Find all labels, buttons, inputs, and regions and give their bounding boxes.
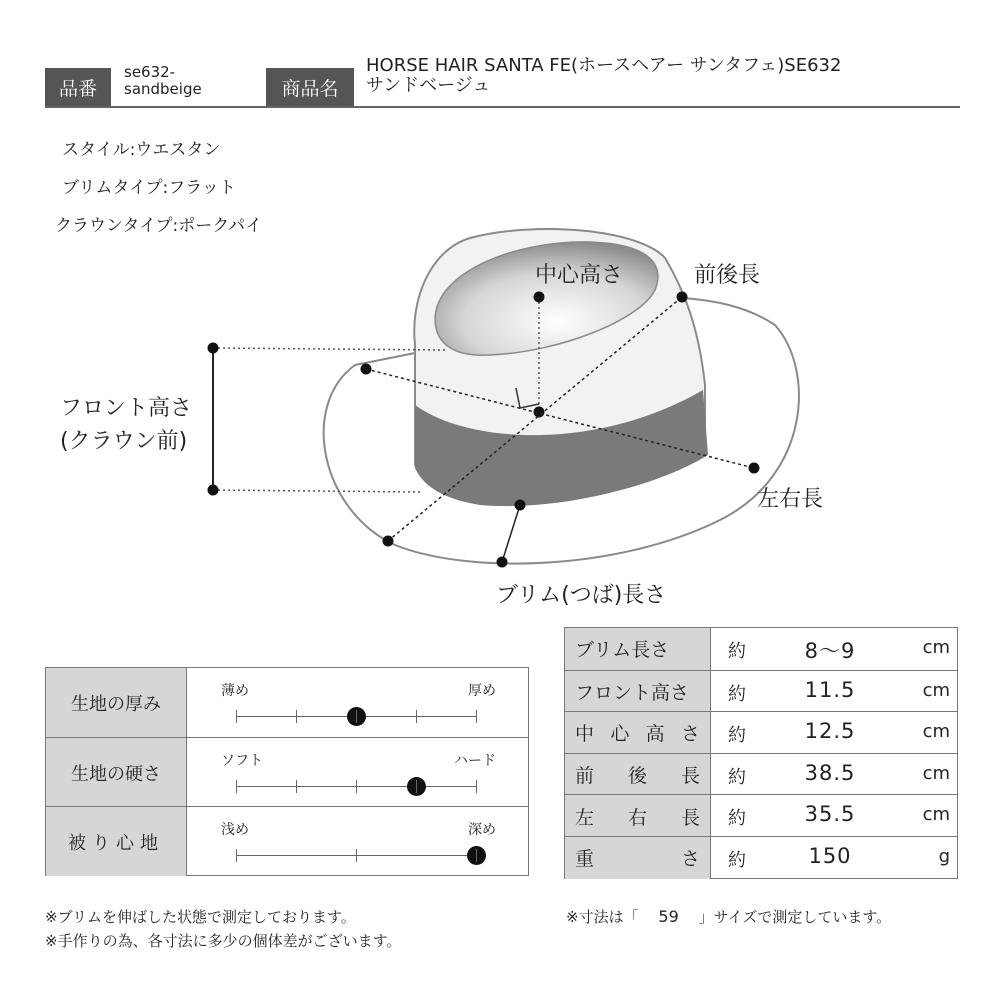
measurement-unit: cm (922, 637, 950, 658)
note-measured-size: ※寸法は「 59 」サイズで測定しています。 (566, 907, 892, 926)
scale-tick (236, 710, 237, 723)
scale-row-thickness (46, 668, 528, 737)
scale-min-label: 浅め (221, 822, 249, 838)
product-name-label: 商品名 (266, 68, 354, 106)
scale-tick (476, 780, 477, 793)
front-height-top-dot (208, 343, 219, 354)
product-code-label: 品番 (45, 68, 111, 106)
measurement-value: 150 (808, 844, 852, 868)
approx-marker: 約 (728, 725, 746, 747)
measurement-row (565, 753, 957, 796)
approx-marker: 約 (728, 766, 746, 788)
scale-row-fit-depth (46, 806, 528, 876)
center-height-label: 中心高さ (535, 263, 624, 288)
scale-tick (236, 780, 237, 793)
front-height-label: フロント高さ (クラウン前) (60, 396, 193, 454)
scale-tick (296, 780, 297, 793)
measurement-label: 左 右 長 (565, 795, 711, 837)
measurement-unit: cm (922, 679, 950, 701)
brim-inner-dot (515, 500, 526, 511)
measurement-value: 11.5 (804, 677, 856, 702)
approx-marker: 約 (728, 641, 746, 662)
measurement-unit: cm (922, 804, 950, 826)
measurement-table (564, 627, 958, 879)
scale-label: 生地の厚み (46, 668, 187, 737)
scale-tick (416, 710, 417, 723)
crown-type-attribute: クラウンタイプ:ポークパイ (55, 216, 263, 236)
style-attribute: スタイル:ウエスタン (62, 140, 221, 160)
measurement-label: ブリム長さ (565, 628, 711, 670)
front-back-start-dot (383, 536, 394, 547)
front-back-end-dot (677, 292, 688, 303)
measurement-label: フロント高さ (565, 671, 711, 713)
approx-marker: 約 (728, 808, 746, 830)
scale-tick (356, 780, 357, 793)
measurement-row (565, 628, 957, 670)
scale-tick (416, 780, 417, 793)
measurement-row (565, 794, 957, 837)
measurement-unit: cm (922, 721, 950, 743)
measured-size-value: 59 (658, 907, 679, 926)
product-code-value: se632- sandbeige (124, 63, 202, 98)
note-handmade: ※手作りの為、各寸法に多少の個体差がございます。 (45, 932, 402, 950)
material-table (45, 667, 529, 876)
scale-tick (356, 849, 357, 862)
measurement-label: 前 後 長 (565, 754, 711, 796)
measurement-row (565, 670, 957, 713)
left-right-start-dot (361, 364, 372, 375)
front-back-label: 前後長 (694, 263, 761, 288)
brim-type-attribute: ブリムタイプ:フラット (62, 178, 236, 198)
measurement-label: 中 心 高 さ (565, 712, 711, 754)
product-name-value: HORSE HAIR SANTA FE(ホースヘアー サンタフェ)SE632 サンドベージュ (366, 55, 842, 96)
measurement-value: 35.5 (804, 802, 856, 827)
scale-tick (236, 849, 237, 862)
measurement-value: 8～9 (804, 639, 856, 663)
left-right-end-dot (749, 463, 760, 474)
scale-tick (476, 849, 477, 862)
scale-label: 生地の硬さ (46, 738, 187, 807)
scale-tick (356, 710, 357, 723)
scale-tick (476, 710, 477, 723)
center-height-top-dot (534, 292, 545, 303)
scale-label: 被り心地 (46, 807, 187, 876)
scale-min-label: 薄め (221, 683, 249, 699)
note-brim-extended: ※ブリムを伸ばした状態で測定しております。 (45, 908, 356, 926)
brim-length-label: ブリム(つば)長さ (496, 583, 667, 608)
scale-min-label: ソフト (221, 753, 263, 769)
scale-tick (296, 710, 297, 723)
front-height-bottom-dot (208, 485, 219, 496)
measurement-row (565, 711, 957, 754)
measurement-value: 38.5 (804, 760, 856, 785)
scale-max-label: 深め (468, 822, 496, 838)
approx-marker: 約 (728, 683, 746, 705)
left-right-label: 左右長 (757, 487, 824, 512)
scale-max-label: 厚め (468, 683, 496, 699)
measurement-unit: cm (922, 762, 950, 784)
measurement-label: 重 さ (565, 837, 711, 879)
scale-row-stiffness (46, 737, 528, 807)
measurement-unit: g (938, 846, 950, 867)
measurement-value: 12.5 (804, 719, 856, 744)
measurement-row (565, 836, 957, 879)
approx-marker: 約 (728, 850, 746, 871)
scale-max-label: ハード (454, 753, 496, 769)
brim-outer-dot (497, 557, 508, 568)
